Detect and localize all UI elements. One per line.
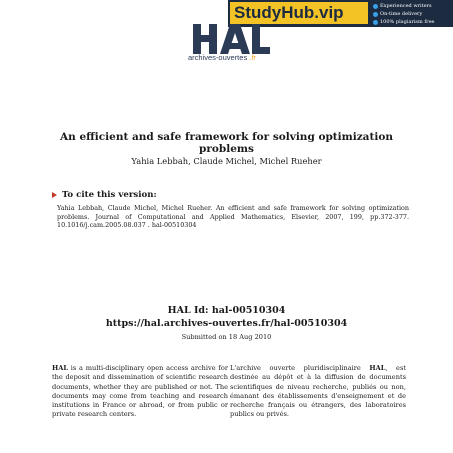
banner-feature: Experienced writers	[373, 2, 435, 10]
banner-feature: 100% plagiarism free	[373, 18, 435, 26]
banner-feature: On-time delivery	[373, 10, 435, 18]
banner-features	[373, 2, 435, 26]
citation-text: Yahia Lebbah, Claude Michel, Michel Rueher. An efficient and safe framework for solving optimization problems. Journal of Computational and Applied Mathematics, Elsevier, 2007, 199, pp.372-377. 10.1016/j.cam.2005.08.037 . hal-00510304	[57, 204, 409, 230]
footer-english: HAL is a multi-disciplinary open access archive for the deposit and dissemination of scientific research documents, whether they are published or not. The documents may come from teaching and research institutions in France or abroad, or from public or private research centers.	[52, 364, 228, 419]
check-icon	[373, 20, 378, 25]
check-icon	[373, 12, 378, 17]
hal-url-link[interactable]: https://hal.archives-ouvertes.fr/hal-00510304	[105, 318, 348, 329]
hal-subtitle: archives-ouvertes .fr	[188, 53, 256, 62]
paper-authors: Yahia Lebbah, Claude Michel, Michel Rueher	[131, 156, 322, 166]
studyhub-logo[interactable]: StudyHub.vip	[230, 2, 368, 24]
check-icon	[373, 4, 378, 9]
hal-logo	[190, 22, 270, 70]
cite-heading: To cite this version:	[52, 190, 157, 200]
arrow-right-icon	[52, 192, 57, 198]
submitted-date: Submitted on 18 Aug 2010	[181, 333, 272, 341]
paper-title: An efficient and safe framework for solving optimization problems	[60, 131, 393, 155]
footer-french: L'archive ouverte pluridisciplinaire HAL, est destinée au dépôt et à la diffusion de documents scientifiques de niveau recherche, publiés ou non, émanant des établissements d'enseignement et de recherche français ou étrangers, des laboratoires publics ou privés.	[230, 364, 406, 419]
hal-id: HAL Id: hal-00510304	[167, 305, 286, 316]
